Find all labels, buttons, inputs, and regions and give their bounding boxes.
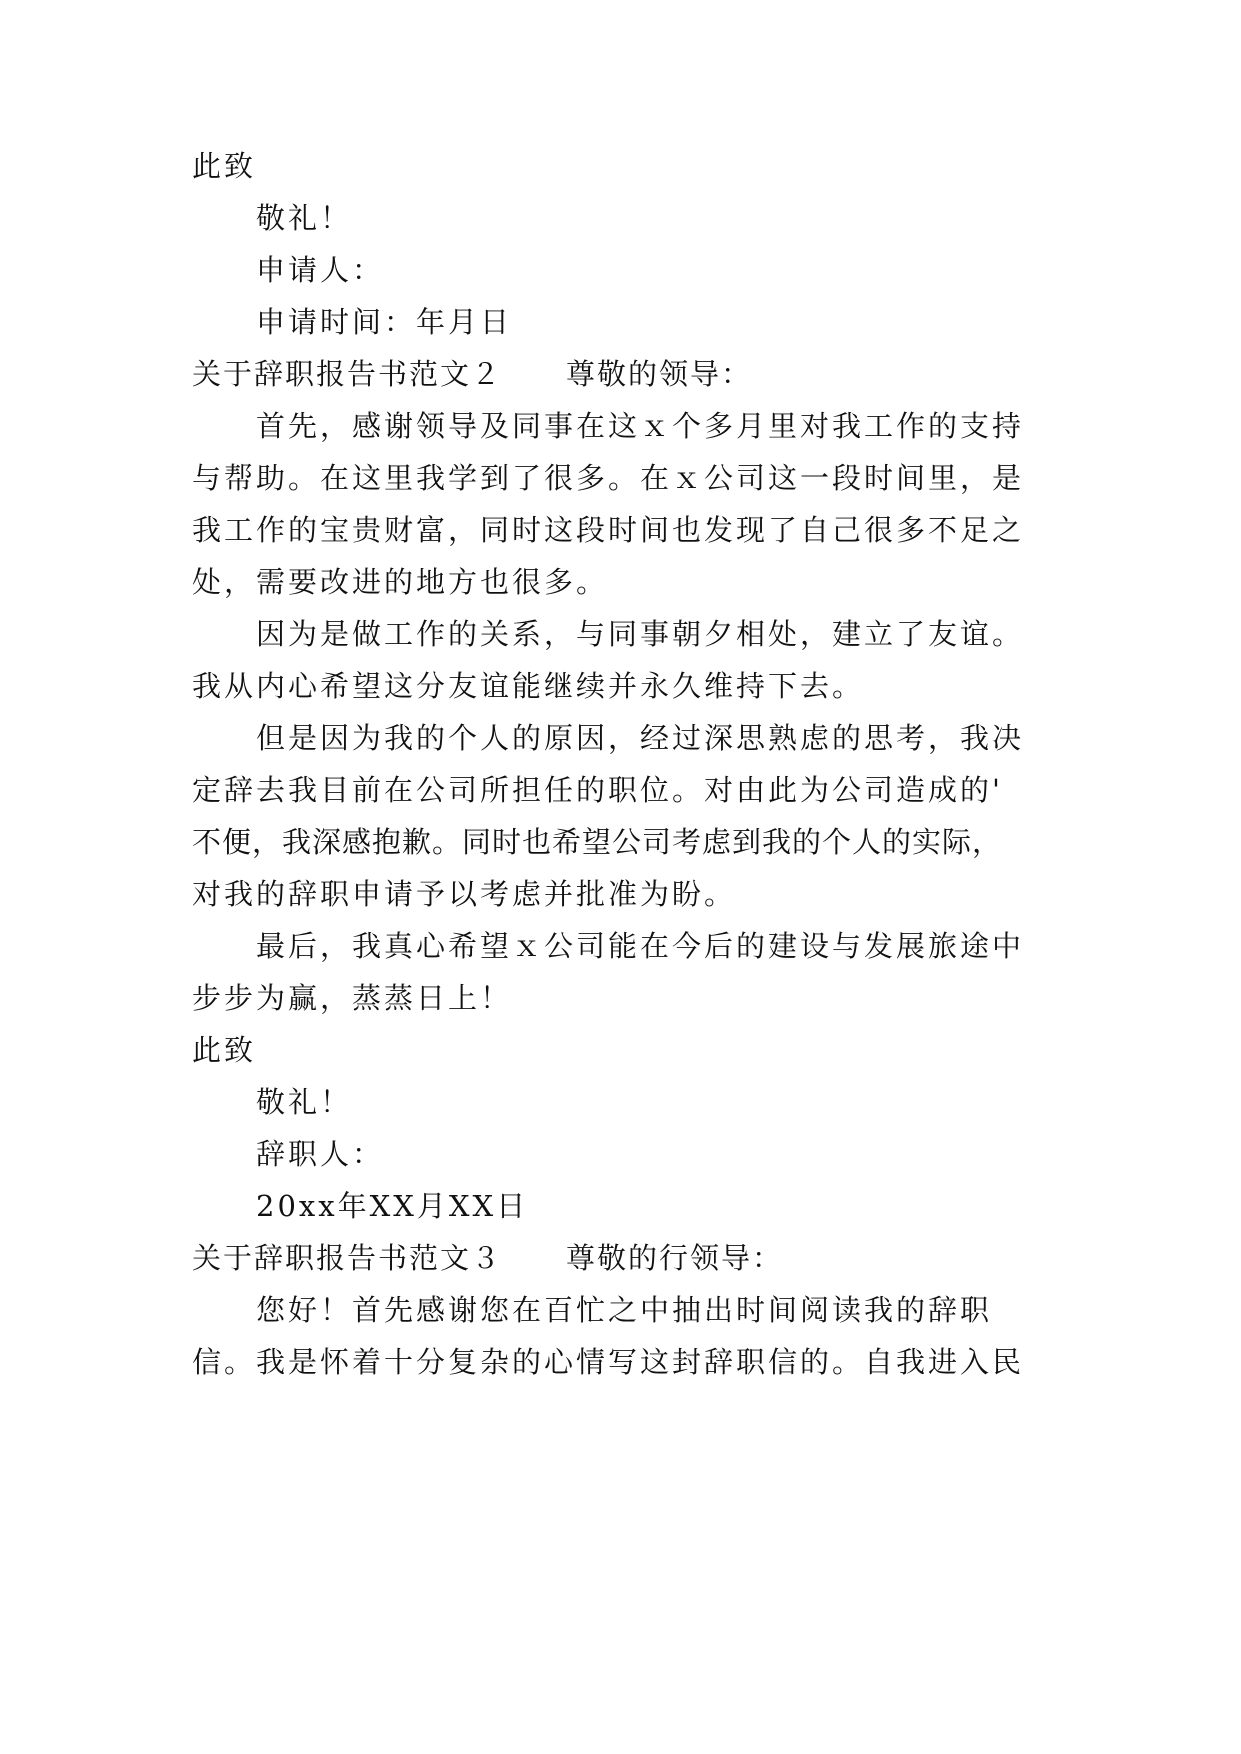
salutation-text: 此致 [192, 1033, 257, 1067]
paragraph-line: 信。我是怀着十分复杂的心情写这封辞职信的。自我进入民 [192, 1345, 1025, 1379]
paragraph-line: 我从内心希望这分友谊能继续并永久维持下去。 [192, 669, 865, 703]
applicant-label: 申请人： [256, 253, 385, 287]
letter-2-heading [192, 354, 752, 394]
signer-label: 辞职人： [256, 1137, 385, 1171]
paragraph-line: 首先，感谢领导及同事在这ｘ个多月里对我工作的支持 [256, 409, 1025, 443]
letter-3-heading [192, 1238, 783, 1278]
letter-2-title: 关于辞职报告书范文２ [192, 357, 503, 391]
regards-text: 敬礼！ [256, 201, 353, 235]
paragraph-line: 最后，我真心希望ｘ公司能在今后的建设与发展旅途中 [256, 929, 1025, 963]
paragraph-line: 但是因为我的个人的原因，经过深思熟虑的思考，我决 [256, 721, 1025, 755]
paragraph-line: 定辞去我目前在公司所担任的职位。对由此为公司造成的' [192, 773, 1003, 807]
paragraph-line: 我工作的宝贵财富，同时这段时间也发现了自己很多不足之 [192, 513, 1025, 547]
paragraph-line: 因为是做工作的关系，与同事朝夕相处，建立了友谊。 [256, 617, 1025, 651]
letter-2-date-line: 20xx年XX月XX日 [256, 1189, 529, 1223]
regards-text: 敬礼！ [256, 1085, 353, 1119]
letter-2-greeting: 尊敬的领导： [566, 357, 753, 391]
paragraph-line: 不便，我深感抱歉。同时也希望公司考虑到我的个人的实际， [192, 825, 1003, 859]
salutation-text: 此致 [192, 149, 257, 183]
application-date-line: 申请时间：年月日 [256, 305, 513, 339]
letter-3-title: 关于辞职报告书范文３ [192, 1241, 503, 1275]
paragraph-line: 对我的辞职申请予以考虑并批准为盼。 [192, 877, 737, 911]
letter-3-greeting: 尊敬的行领导： [566, 1241, 784, 1275]
paragraph-line: 处，需要改进的地方也很多。 [192, 565, 609, 599]
paragraph-line: 您好！首先感谢您在百忙之中抽出时间阅读我的辞职 [256, 1293, 993, 1327]
paragraph-line: 步步为赢，蒸蒸日上！ [192, 981, 513, 1015]
paragraph-line: 与帮助。在这里我学到了很多。在ｘ公司这一段时间里，是 [192, 461, 1025, 495]
